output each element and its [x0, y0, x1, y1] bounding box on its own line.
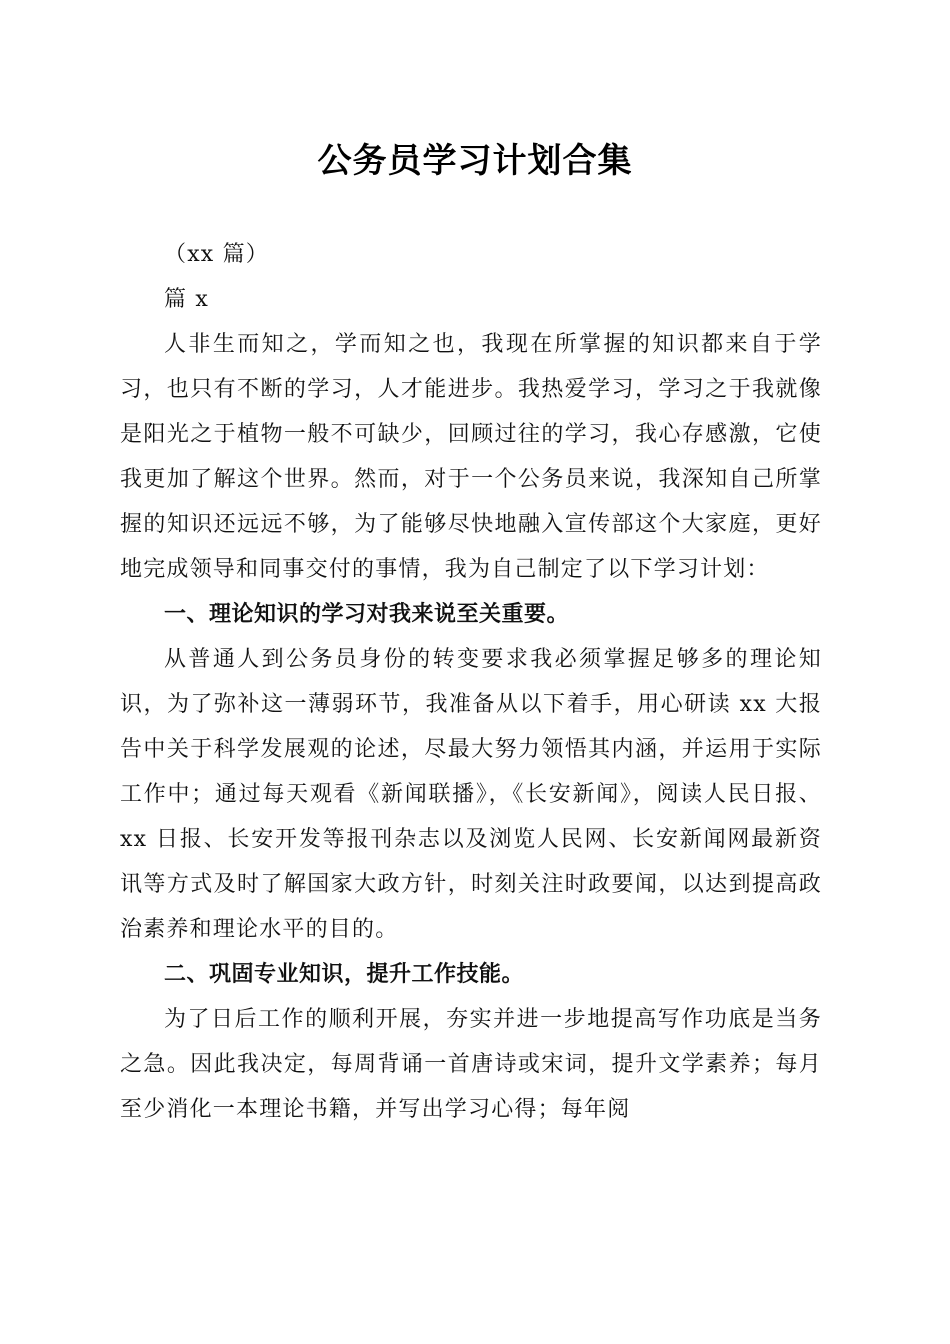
document-title: 公务员学习计划合集 [317, 141, 633, 181]
section-heading-1: 一、理论知识的学习对我来说至关重要。 [164, 602, 570, 627]
section-heading-2: 二、巩固专业知识，提升工作技能。 [164, 962, 525, 987]
section-label: 篇 x [164, 287, 210, 312]
document-body [120, 232, 822, 1132]
skills-paragraph: 为了日后工作的顺利开展，夯实并进一步地提高写作功底是当务之急。因此我决定，每周背诵一首唐诗或宋词，提升文学素养；每月至少消化一本理论书籍，并写出学习心得；每年阅 [120, 1007, 822, 1122]
count-note: （xx 篇） [164, 242, 270, 267]
intro-paragraph: 人非生而知之，学而知之也，我现在所掌握的知识都来自于学习，也只有不断的学习，人才能进步。我热爱学习，学习之于我就像是阳光之于植物一般不可缺少，回顾过往的学习，我心存感激，它使我更加了解这个世界。然而，对于一个公务员来说，我深知自己所掌握的知识还远远不够，为了能够尽快地融入宣传部这个大家庭，更好地完成领导和同事交付的事情，我为自己制定了以下学习计划： [120, 332, 822, 582]
theory-paragraph: 从普通人到公务员身份的转变要求我必须掌握足够多的理论知识，为了弥补这一薄弱环节，我准备从以下着手，用心研读 xx 大报告中关于科学发展观的论述，尽最大努力领悟其内涵，并运用于实际工作中；通过每天观看《新闻联播》，《长安新闻》，阅读人民日报、xx 日报、长安开发等报刊杂志以及浏览人民网、长安新闻网最新资讯等方式及时了解国家大政方针，时刻关注时政要闻，以达到提高政治素养和理论水平的目的。 [120, 647, 822, 942]
